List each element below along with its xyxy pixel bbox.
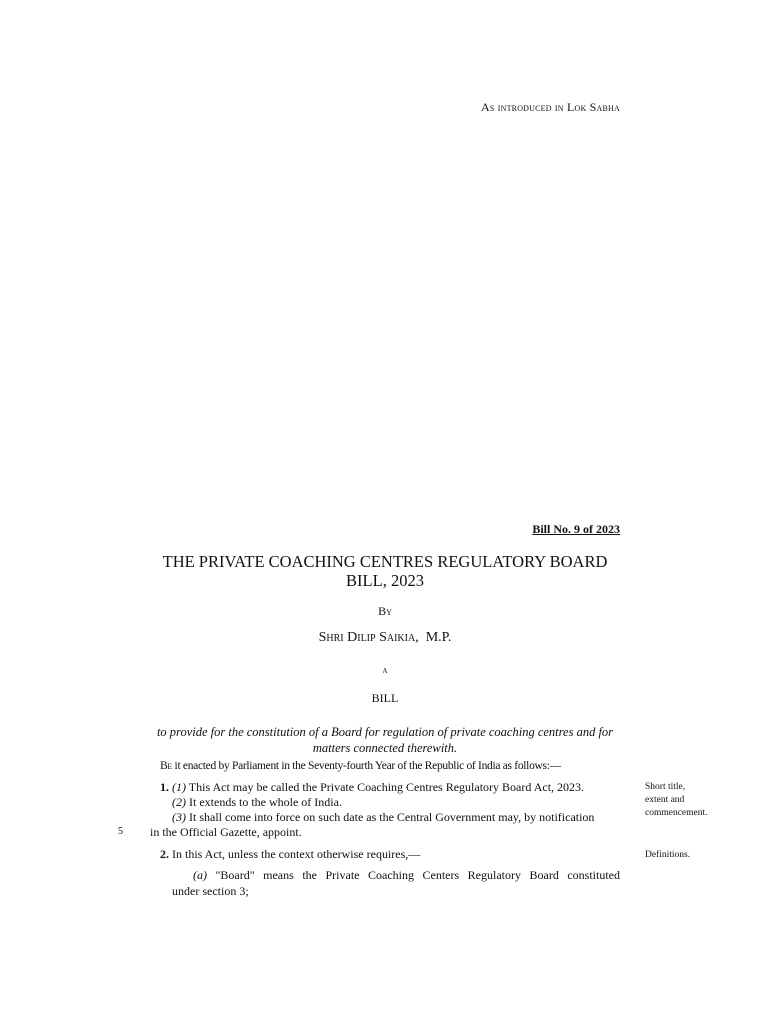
by-label: By bbox=[378, 604, 392, 618]
margin-note-short-title bbox=[645, 781, 735, 820]
author-line bbox=[150, 630, 620, 646]
author-name: Shri Dilip Saikia, bbox=[318, 630, 419, 645]
section-1-sub-3-marker: (3) bbox=[172, 810, 186, 824]
author-suffix: M.P. bbox=[425, 630, 452, 645]
bill-title-line-1: THE PRIVATE COACHING CENTRES REGULATORY BOARD bbox=[162, 552, 608, 571]
section-2 bbox=[160, 847, 420, 862]
enacting-formula-lead: Be bbox=[160, 760, 172, 772]
section-1-sub-1-marker: (1) bbox=[172, 780, 186, 794]
introduced-in-lok-sabha-note: As introduced in Lok Sabha bbox=[481, 100, 620, 114]
bill-label: BILL bbox=[371, 691, 399, 705]
bill-title-line-2: BILL, 2023 bbox=[346, 571, 424, 590]
definition-a bbox=[193, 868, 620, 883]
purpose-line-1: to provide for the constitution of a Board for regulation of private coaching centres and for bbox=[156, 725, 614, 739]
section-1-sub-2-marker: (2) bbox=[172, 795, 186, 809]
purpose-line-2: matters connected therewith. bbox=[312, 741, 458, 755]
section-1-sub-2-text: It extends to the whole of India. bbox=[186, 795, 342, 809]
bill-purpose bbox=[150, 724, 620, 756]
margin-note-short-title-line-1: Short title, bbox=[645, 782, 686, 792]
line-number: 5 bbox=[118, 826, 123, 837]
section-1-sub-3-continuation: in the Official Gazette, appoint. bbox=[150, 825, 302, 839]
section-1-sub-2 bbox=[172, 795, 342, 810]
definition-a-marker: (a) bbox=[193, 868, 207, 882]
section-1-sub-1 bbox=[160, 780, 584, 795]
section-1-sub-3-text: It shall come into force on such date as the Central Government may, by notification bbox=[186, 810, 595, 824]
section-1-number: 1. bbox=[160, 780, 169, 794]
section-1-sub-3 bbox=[172, 810, 594, 825]
definition-a-text: "Board" means the Private Coaching Centers Regulatory Board constituted bbox=[207, 868, 620, 882]
article-a-label: a bbox=[382, 665, 388, 676]
margin-note-definitions: Definitions. bbox=[645, 850, 691, 860]
section-2-number: 2. bbox=[160, 847, 169, 861]
enacting-formula-text: it enacted by Parliament in the Seventy-fourth Year of the Republic of India as follows:— bbox=[171, 760, 561, 772]
bill-title bbox=[150, 552, 620, 590]
margin-note-short-title-line-3: commencement. bbox=[645, 808, 708, 818]
enacting-formula bbox=[160, 760, 620, 772]
margin-note-short-title-line-2: extent and bbox=[645, 795, 685, 805]
section-1-sub-1-text: This Act may be called the Private Coaching Centres Regulatory Board Act, 2023. bbox=[186, 780, 585, 794]
section-2-text: In this Act, unless the context otherwise requires,— bbox=[169, 847, 421, 861]
definition-a-continuation: under section 3; bbox=[172, 884, 249, 898]
bill-number: Bill No. 9 of 2023 bbox=[532, 522, 620, 536]
